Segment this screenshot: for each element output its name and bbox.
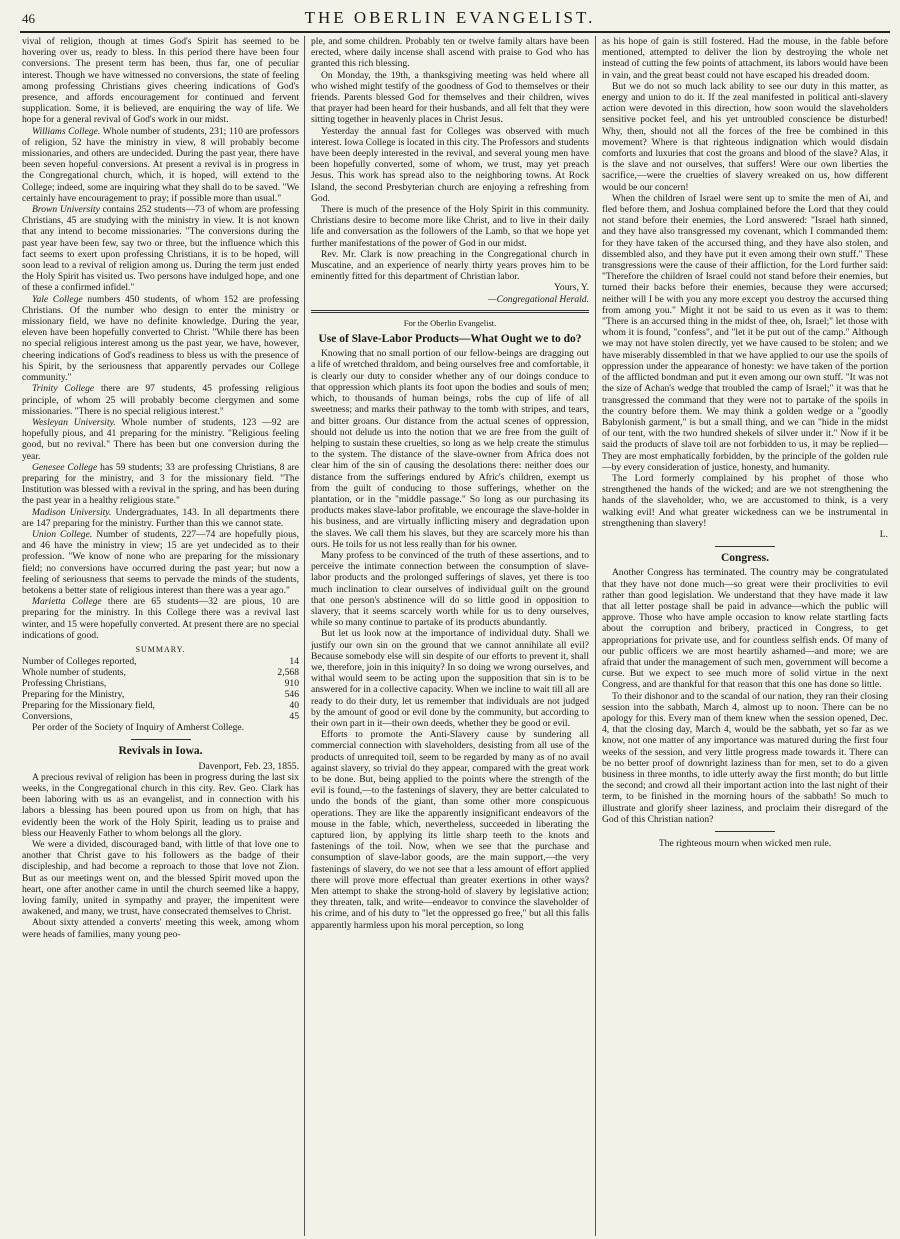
table-row: [22, 700, 299, 711]
closing-line: The righteous mourn when wicked men rule.: [658, 838, 832, 850]
section-divider: [715, 546, 775, 547]
college-entry-genesee: [22, 462, 299, 507]
summary-label: Conversions,: [22, 711, 73, 723]
page-number: 46: [22, 11, 35, 26]
college-text: Number of students, 227—74 are hopefully pious, and 46 have the ministry in view; 15 are yet undecided as to their profession. "We know of none who are preparing for the missionary field; no conversions have occurred during the past year; but now a feeling of seriousness that seems to pervade the minds of the students, betokens a better state of religious interest than there was a year ago.": [22, 528, 299, 596]
college-entry-trinity: [22, 383, 299, 417]
college-entry-wesleyan: [22, 417, 299, 462]
college-name: Brown University: [32, 204, 100, 216]
summary-label: Whole number of students,: [22, 667, 126, 679]
table-row: [22, 711, 299, 722]
society-note: Per order of the Society of Inquiry of Amherst College.: [32, 722, 245, 734]
page-header: [0, 0, 900, 34]
column-1: [22, 36, 299, 1234]
college-name: Marietta College: [32, 596, 102, 608]
column-2: [311, 36, 589, 1234]
college-entry-yale: [22, 294, 299, 384]
column-divider: [595, 36, 596, 1236]
college-text: there are 65 students—32 are pious, 10 are preparing for the ministry. In this College there was a revival last winter, and 15 were hopefully converted. At present there are no special indications of good.: [22, 596, 299, 641]
summary-table: [22, 656, 299, 722]
column-3: [602, 36, 888, 1234]
college-name: Genesee College: [32, 461, 98, 473]
paragraph: as his hope of gain is still fostered. Had the mouse, in the fable before mentioned, attempted to deliver the lion by destroying the whole net instead of cutting the few points of attachment, its labors would have been in vain, and the great beast could not have escaped his dreaded doom.: [602, 36, 888, 81]
signature: L.: [879, 528, 888, 540]
college-entry-brown: [22, 204, 299, 294]
college-text: contains 252 students—73 of whom are professing Christians, 45 are studying with the ministry in view. It is not known that any intend to become missionaries. "The conversions during the past year have been few, say two or three, but the influence which this fact seems to exert upon professing Christians, it is to be hoped, will soon lead to a revival of religion among us. During the term just ended the Holy Spirit has visited us. Two persons have indulged hope, and one of these a confirmed infidel.": [22, 204, 299, 294]
summary-value: 40: [289, 700, 299, 712]
source-credit: —Congregational Herald.: [488, 293, 589, 305]
summary-label: Preparing for the Missionary field,: [22, 700, 155, 712]
table-row: [22, 678, 299, 689]
paragraph: Yesterday the annual fast for Colleges was observed with much interest. Iowa College is located in this city. The Professors and students have been deeply interested in the revival, and several young men have been hopefully converted, some of whom, we trust, may yet preach Jesus. This work has spread also to the neighboring towns. At Rock Island, the second Presbyterian church are enjoying a refreshing from God.: [311, 125, 589, 204]
section-divider: [715, 831, 775, 832]
paragraph: Many profess to be convinced of the truth of these assertions, and to perceive the intimate connection between the consumption of slave-labor products and the prolonged sufferings of slaves, yet there is too much inclination to clear ourselves of individual guilt on the ground that one person's abstinence will do so little good in opposition to slavery, that it seems scarcely worth while for us to deny ourselves, while so many continue to partake of its products abundantly.: [311, 549, 589, 629]
article-source-line: For the Oberlin Evangelist.: [403, 317, 497, 328]
paragraph: vival of religion, though at times God's Spirit has seemed to be hovering over us, ready to bless. In this period there have been four conversions. The present term has been, thus far, one of peculiar interest. Though we have witnessed no conversions, the state of feeling among professing Christians gives cheering indications of God's presence, and affords encouragement for continued and fervent supplication. Some, it is believed, are enquiring the way of life. We hope for a general revival of God's work in our midst.: [22, 36, 299, 126]
college-name: Trinity College: [32, 383, 95, 395]
college-entry-williams: [22, 126, 299, 204]
paragraph: Rev. Mr. Clark is now preaching in the Congregational church in Muscatine, and an experience of nearly thirty years proves him to be eminently fitted for this department of Christian labor.: [311, 248, 589, 283]
college-name: Madison University.: [32, 506, 112, 518]
paragraph: A precious revival of religion has been in progress during the last six weeks, in the Congregational church in this city. Rev. Geo. Clark has been laboring with us as an evangelist, and in connection with his labors a blessing has been poured upon us from on high, that has evidently been the work of the Holy Spirit, leading us to praise and bless our Heavenly Father to whom belongs all the glory.: [22, 771, 299, 839]
table-row: [22, 667, 299, 678]
section-divider: [311, 310, 589, 313]
college-name: Yale College: [32, 293, 83, 305]
college-text: numbers 450 students, of whom 152 are professing Christians. Of the number who design to enter the ministry or missionary field, we have no definite knowledge. During the year, eleven have been hopefully converted to Christ. "While there has been no special religious interest among us the past year, we have, however, cheering indications of God's readiness to bless us with the presence of his Spirit, by the seriousness that apparently pervades our College community.": [22, 293, 299, 384]
paragraph: Knowing that no small portion of our fellow-beings are dragging out a life of wretched thraldom, and being ourselves free and comfortable, it is clearly our duty to consider whether any of our doings conduce to that oppression which plants its foot upon the bodies and souls of men; which, to thousands of human beings, robs the cup of life of all sweetness; and marks their pathway to the tomb with stripes, and tears, and bitter groans. Our distance from the actual scenes of oppression, should not delude us into the notion that we are free from the guilt of helping to sustain these cruelties, so long as we help create the stimulus to the system. The distance of the slave-owner from Africa does not clear him of the sin of causing the desolations there: neither does our distance from the sufferings endured by Afric's children, exempt us from the guilt of conducing to those sufferings, whether on the plantation, or in the "middle passage." So long as our purchasing its products makes slave-labor profitable, we encourage the slave-holder in his business, and are virtually inflicting misery and degradation upon the slaves. We call them his slaves, but they are scarcely more his than ours. He toils for us not less really than for his owner.: [311, 348, 589, 550]
summary-value: 910: [284, 678, 299, 690]
paragraph: The Lord formerly complained by his prophet of those who strengthened the hands of the wicked; and are we not strengthening the hands of the slaveholder, who, we are accustomed to think, is a very walking evil! And what greater wickedness can we be instrumental in strengthening than slavery!: [602, 472, 888, 529]
college-text: Whole number of students, 123 —92 are hopefully pious, and 41 preparing for the ministry. "Religious feeling good, but no revival." There has been but one conversion during the year.: [22, 416, 299, 462]
college-text: there are 97 students, 45 professing religious principle, of whom 25 will probably become clergymen and some missionaries. "There is no special religious interest.": [22, 383, 299, 417]
summary-label: Professing Christians,: [22, 678, 107, 690]
college-entry-union: [22, 529, 299, 596]
college-name: Union College.: [32, 528, 93, 540]
paragraph: Another Congress has terminated. The country may be congratulated that they have not done much—so great were their proclivities to evil rather than good legislation. We understand that they have made it law that all letter postage shall be paid in advance—which the public will approve. Those who have ample occasion to know relate startling facts about the corruption and bribery, practiced in Congress, to get appropriations for private use, and for countless selfish ends. Of many of our public officers we are most heartily ashamed—and more; we are afraid that under the management of such men, government will become a curse. But we expect to see much more of solid virtue in the next Congress, and are thankful for that reason that this one has done so little.: [602, 567, 888, 691]
paragraph: When the children of Israel were sent up to smite the men of Ai, and fled before them, and Joshua complained before the Lord that they could not stand before their enemies, the Lord answered: "Israel hath sinned, and they have also transgressed my covenant, which I commanded them: for they have taken of the accursed thing, and they have also stolen, and dissembled also, and they have put it even among their own stuff." These transgressions were the cause of their affliction, for the Lord further said: "Therefore the children of Israel could not stand before their enemies, but turned their backs before their enemies, because they were accursed; neither will I be with you any more except you destroy the accursed thing from among you." Might it not be said to us even as it was to them: "There is an accursed thing in the midst of thee, oh, Israel;" let those with whom it is found, "confess", and "let it be put out of the camp." Although we may not have stolen directly, yet we have caused to be stolen; and we have miserably dissembled in that we have applied to our use the spoils of oppression under the appearance of honesty: we have taken of the portion of the afflicted bondman and put it even among our own stuff. "It was not the size of Achan's wedge that troubled the camp of Israel;" it was that he transgressed the command that they were not to partake of the spoils in the country before them. We may think a golden wedge or a "goodly Babylonish garment," is but a small thing, and we can "hide in the midst of our tent, with the two hundred shekels of silver under it." Now if it be said the products of slave toil are not forbidden to us, it may be replied—They are most emphatically forbidden, by the principle of the golden rule—by every consideration of justice, honesty, and humanity.: [602, 192, 888, 473]
summary-label: Number of Colleges reported,: [22, 656, 137, 668]
paragraph: On Monday, the 19th, a thanksgiving meeting was held where all who wished might testify of the goodness of God to themselves or their friends. Parents blessed God for themselves and their children, wives that prayer had been heard for their husbands, and all felt that they were sitting together in heavenly places in Christ Jesus.: [311, 69, 589, 126]
college-text: Whole number of students, 231; 110 are professors of religion, 52 have the ministry in view, 8 will probably become missionaries, and others are undecided. During the past year, there have been seven hopeful conversions. At present a revival is in progress in the Congregational church, which, it is hoped, will extend to the College; indeed, some are inquiring what they shall do to be saved. "We certainly have encouragement to pray; if possible more than usual.": [22, 125, 299, 204]
section-divider: [131, 739, 191, 740]
paragraph: Efforts to promote the Anti-Slavery cause by sundering all commercial connection with slaveholders, desisting from all use of the products of unrequited toil, seem to be regarded by many as of no avail against slavery, so trivial do they appear, compared with the great work to be done. But, being applied to the points where the strength of the evil is found,—to the fastenings of slavery, they are better calculated to undo the bonds of the giant, than some other more conspicuous operations. They are like the apparently insignificant endeavors of the mouse in the fable, which, nevertheless, succeeded in liberating the captured lion, by applying its little sharp teeth to the knots and fastenings of the toil. Now, when we see that the purchase and consumption of slave-labor goods, are the main support,—the very fastenings of slavery, do we not see that a less amount of effort applied there will prove more effectual than greater exertions in other ways? Men attempt to shake the strong-hold of slavery by legislative action; they threaten, talk, and write—endeavor to convince the slaveholder of his crime, and of his duty to "let the oppressed go free," but all this falls apparently harmless upon his moral perception, so long: [311, 729, 589, 931]
college-text: Undergraduates, 143. In all departments there are 147 preparing for the ministry. Further than this we cannot state.: [22, 506, 299, 529]
summary-value: 14: [289, 656, 299, 668]
college-entry-marietta: [22, 596, 299, 641]
college-entry-madison: [22, 507, 299, 529]
college-text: has 59 students; 33 are professing Christians, 8 are preparing for the ministry, and 3 for the missionary field. "The Institution was blessed with a revival in the spring, and has been during the past year in a healthy religious state.": [22, 461, 299, 507]
article-heading: Congress.: [720, 552, 770, 565]
summary-value: 546: [284, 689, 299, 701]
paragraph: We were a divided, discouraged band, with little of that love one to another that Christ gave to his followers as the badge of their discipleship, and had become a reproach to those that love not Zion. But as our meetings went on, and the blessed Spirit moved upon the heart, one after another came in until the church seemed like a happy, loving family, united in sympathy and prayer, the impenitent were awakened, and many, we trust, have consecrated themselves to Christ.: [22, 839, 299, 918]
article-heading: Revivals in Iowa.: [118, 745, 203, 758]
summary-value: 2,568: [277, 667, 299, 679]
summary-title: SUMMARY.: [135, 644, 186, 654]
article-heading: Use of Slave-Labor Products—What Ought we to do?: [318, 333, 582, 346]
masthead: THE OBERLIN EVANGELIST.: [304, 8, 596, 27]
college-name: Wesleyan University.: [32, 416, 116, 428]
paragraph: To their dishonor and to the scandal of our nation, they ran their closing session into the sabbath, March 4, almost up to noon. There can be no apology for this. Every man of them knew when the session opened, Dec. 4, that the closing day, March 4, would be the sabbath, yet so far as we know, not one matter of any importance was matured during the first four weeks of the session, and very little progress made towards it. There can be no better proof of downright laziness than for men, set to do a given business in three months, to idle utterly away the first month; do but little the second; and crowd all their important action into the last night of their term, to be finished in the morning hours of the sabbath! So much to illustrate and glorify sheer laziness, and proclaim their disregard of the God of this Christian nation?: [602, 690, 888, 825]
table-row: [22, 656, 299, 667]
paragraph: But we do not so much lack ability to see our duty in this matter, as energy and union to do it. If the zeal manifested in political anti-slavery action were devoted in this direction, how soon would the slaveholders sensitive pocket feel, and his yet untroubled conscience be disturbed! Why, then, should not all the forces of the free be combined in this movement? Where is that righteous indignation which would disdain comforts and luxuries that cost the groans and blood of the slave? Alas, it is the slave and not ourselves, that suffers! Were our own liberties the sacrifice,—were the cruelties of slavery wreaked on us, how different would be our concern!: [602, 80, 888, 193]
signature: Yours, Y.: [553, 282, 589, 294]
paragraph: About sixty attended a converts' meeting this week, among whom were heads of families, many young peo-: [22, 917, 299, 940]
summary-label: Preparing for the Ministry,: [22, 689, 125, 701]
college-name: Williams College.: [32, 125, 101, 137]
dateline: Davenport, Feb. 23, 1855.: [198, 760, 299, 772]
column-divider: [304, 36, 305, 1236]
paragraph: There is much of the presence of the Holy Spirit in this community. Christians desire to become more like Christ, and to live in their daily life and conversation as the followers of the Lamb, so that we hope yet further manifestations of the power of God in our midst.: [311, 204, 589, 249]
table-row: [22, 689, 299, 700]
header-rule: [20, 31, 890, 33]
summary-value: 45: [289, 711, 299, 723]
paragraph: ple, and some children. Probably ten or twelve family altars have been erected, where daily incense shall ascend with praise to God who has granted this rich blessing.: [311, 36, 589, 70]
paragraph: But let us look now at the importance of individual duty. Shall we justify our own sin on the ground that we cannot annihilate all evil? Because somebody else will sin despite of our efforts to prevent it, shall we, therefore, join in this iniquity? In so doing we wrong ourselves, and withal would seem to be acting upon the supposition that sin is to be answered for in a collective capacity. When we incline to wait till all are ready to do their duty, let us remember that individuals are not judged by the amount of good or evil done by the community, but according to their own part in it—their own deeds, whether they be good or evil.: [311, 628, 589, 729]
